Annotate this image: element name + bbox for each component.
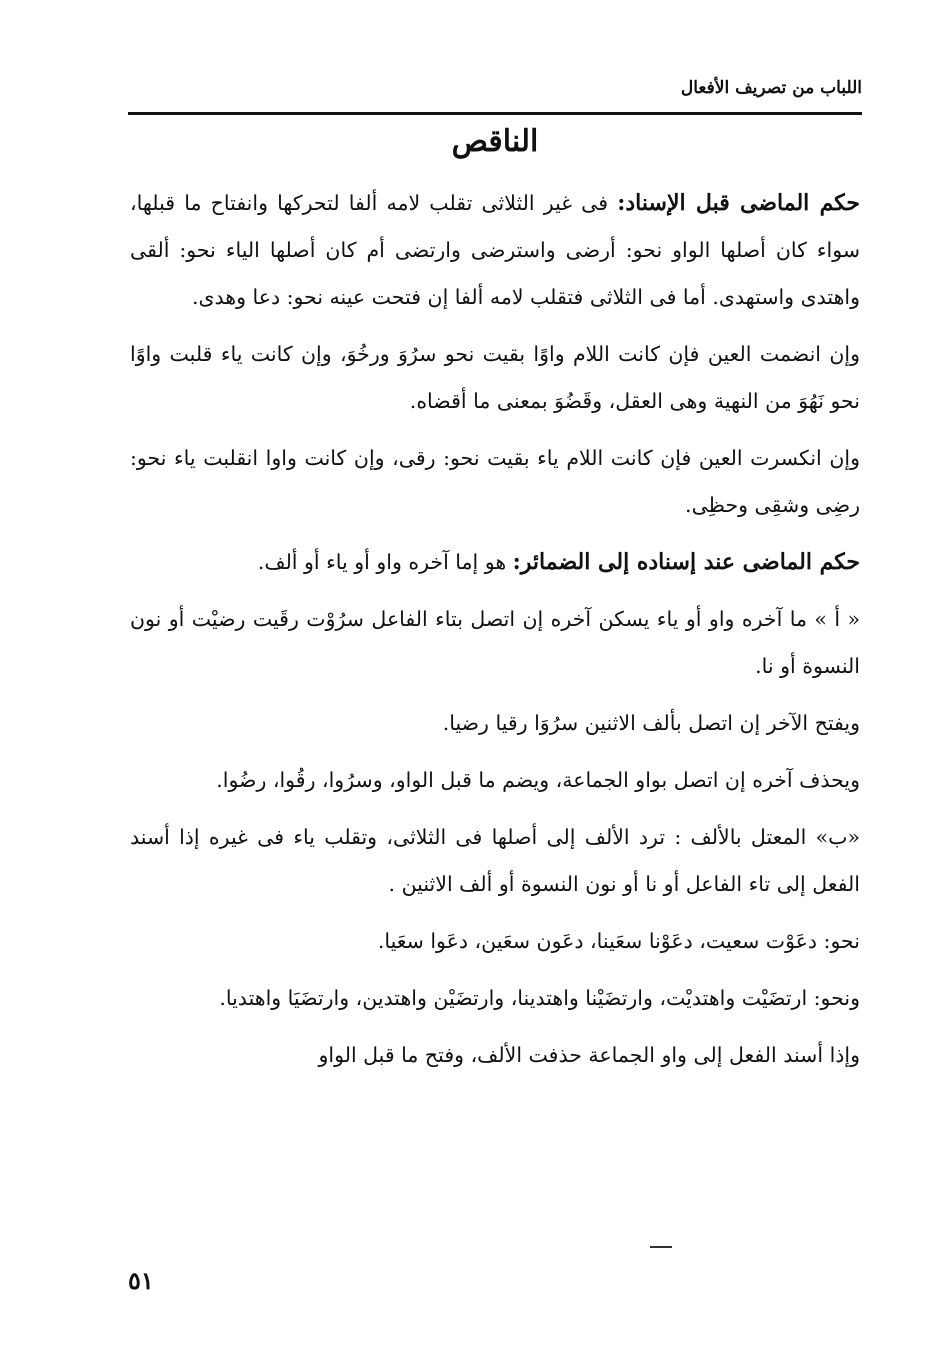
paragraph: «ب» المعتل بالألف : ترد الألف إلى أصلها فى الثلاثى، وتقلب ياء فى غيره إذا أسند الفعل إلى تاء الفاعل أو نا أو نون النسوة أو ألف الاثنين . <box>130 825 860 896</box>
paragraph <box>130 180 860 321</box>
running-header-title: اللباب من تصريف الأفعال <box>680 78 862 98</box>
paragraph: « أ » ما آخره واو أو ياء يسكن آخره إن اتصل بتاء الفاعل سرُوْت رقَيت رضيْت أو نون النسوة أو نا. <box>130 607 860 678</box>
paragraph: ونحو: ارتضَيْت واهتديْت، وارتضَيْنا واهتدينا، وارتضَيْن واهتدين، وارتضَيَا واهتديا. <box>219 986 860 1010</box>
footnote-mark <box>650 1246 672 1248</box>
section-heading: حكم الماضى عند إسناده إلى الضمائر: <box>512 549 860 575</box>
paragraph: وإن انضمت العين فإن كانت اللام واوًا بقيت نحو سرُوَ ورخُوَ، وإن كانت ياء قلبت واوًا نحو نَهُوَ من النهية وهى العقل، وقَضُوَ بمعنى ما أقضاه. <box>130 342 860 413</box>
paragraph-text: هو إما آخره واو أو ياء أو ألف. <box>257 550 513 574</box>
chapter-title: الناقص <box>451 124 539 159</box>
paragraph: ويحذف آخره إن اتصل بواو الجماعة، ويضم ما قبل الواو، وسرُوا، رقُوا، رضُوا. <box>216 768 860 792</box>
paragraph: وإن انكسرت العين فإن كانت اللام ياء بقيت نحو: رقى، وإن كانت واوا انقلبت ياء نحو: رضِى وشقِى وحظِى. <box>130 446 860 517</box>
page-number: ٥١ <box>128 1266 154 1295</box>
paragraph: ويفتح الآخر إن اتصل بألف الاثنين سرُوَا رقيا رضيا. <box>442 711 860 735</box>
section-heading: حكم الماضى قبل الإسناد: <box>617 190 860 216</box>
header-rule <box>128 112 862 115</box>
paragraph: نحو: دعَوْت سعيت، دعَوْنا سعَينا، دعَون سعَين، دعَوا سعَيا. <box>377 929 860 953</box>
paragraph: وإذا أسند الفعل إلى واو الجماعة حذفت الألف، وفتح ما قبل الواو <box>318 1043 860 1067</box>
paragraph <box>130 539 860 586</box>
paragraph-text: فى غير الثلاثى تقلب لامه ألفا لتحركها وانفتاح ما قبلها، سواء كان أصلها الواو نحو: أرضى واسترضى وارتضى أم كان أصلها الياء نحو: ألقى واهتدى واستهدى. أما فى الثلاثى فتقلب لامه ألفا إن فتحت عينه نحو: دعا وهدى. <box>130 191 860 309</box>
body-text <box>130 180 860 1089</box>
